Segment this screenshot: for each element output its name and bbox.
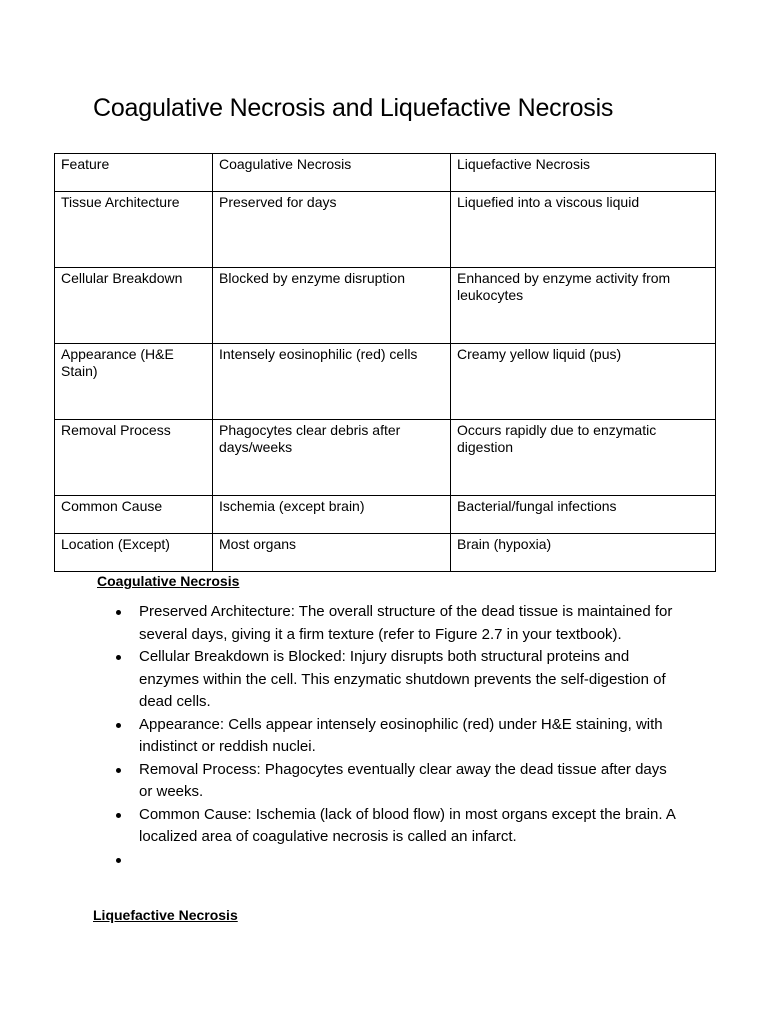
table-cell-coagulative: Blocked by enzyme disruption — [213, 268, 451, 344]
bullet-icon — [116, 723, 121, 728]
table-row — [55, 534, 716, 572]
bullet-icon — [116, 813, 121, 818]
list-item — [0, 714, 700, 759]
table-cell-liquefactive: Enhanced by enzyme activity from leukocytes — [451, 268, 716, 344]
table-cell-coagulative: Preserved for days — [213, 192, 451, 268]
bullet-icon — [116, 610, 121, 615]
table-cell-feature: Cellular Breakdown — [55, 268, 213, 344]
coagulative-section-heading: Coagulative Necrosis — [97, 573, 240, 589]
bullet-icon — [116, 655, 121, 660]
coagulative-bullet-list — [0, 601, 700, 871]
header-cell-liquefactive: Liquefactive Necrosis — [451, 154, 716, 192]
table-cell-liquefactive: Brain (hypoxia) — [451, 534, 716, 572]
table-cell-coagulative: Intensely eosinophilic (red) cells — [213, 344, 451, 420]
table-cell-feature: Appearance (H&E Stain) — [55, 344, 213, 420]
table-row — [55, 268, 716, 344]
list-item-text: Removal Process: Phagocytes eventually clear away the dead tissue after days or weeks. — [139, 760, 667, 800]
header-cell-coagulative: Coagulative Necrosis — [213, 154, 451, 192]
list-item-text: Common Cause: Ischemia (lack of blood flow) in most organs except the brain. A localized area of coagulative necrosis is called an infarct. — [139, 805, 676, 845]
list-item — [0, 646, 700, 714]
liquefactive-section-heading: Liquefactive Necrosis — [93, 907, 238, 923]
document-title: Coagulative Necrosis and Liquefactive Necrosis — [93, 94, 614, 122]
table-cell-liquefactive: Bacterial/fungal infections — [451, 496, 716, 534]
table-row — [55, 344, 716, 420]
table-cell-liquefactive: Liquefied into a viscous liquid — [451, 192, 716, 268]
list-item — [0, 601, 700, 646]
list-item-text: Appearance: Cells appear intensely eosinophilic (red) under H&E staining, with indistinct or reddish nuclei. — [139, 715, 663, 755]
bullet-icon — [116, 768, 121, 773]
table-cell-coagulative: Ischemia (except brain) — [213, 496, 451, 534]
table-cell-coagulative: Phagocytes clear debris after days/weeks — [213, 420, 451, 496]
table-cell-feature: Removal Process — [55, 420, 213, 496]
table-cell-liquefactive: Occurs rapidly due to enzymatic digestion — [451, 420, 716, 496]
comparison-table — [54, 153, 716, 572]
list-item-empty — [0, 849, 700, 872]
list-item — [0, 759, 700, 804]
table-cell-coagulative: Most organs — [213, 534, 451, 572]
table-cell-feature: Tissue Architecture — [55, 192, 213, 268]
table-row — [55, 192, 716, 268]
table-cell-feature: Common Cause — [55, 496, 213, 534]
header-cell-feature: Feature — [55, 154, 213, 192]
list-item-text: Preserved Architecture: The overall structure of the dead tissue is maintained for several days, giving it a firm texture (refer to Figure 2.7 in your textbook). — [139, 603, 673, 643]
table-row — [55, 496, 716, 534]
bullet-icon — [116, 858, 121, 863]
table-row — [55, 420, 716, 496]
list-item — [0, 804, 700, 849]
list-item-text: Cellular Breakdown is Blocked: Injury disrupts both structural proteins and enzymes within the cell. This enzymatic shutdown prevents the self-digestion of dead cells. — [139, 648, 666, 710]
table-cell-liquefactive: Creamy yellow liquid (pus) — [451, 344, 716, 420]
table-header-row — [55, 154, 716, 192]
table-cell-feature: Location (Except) — [55, 534, 213, 572]
